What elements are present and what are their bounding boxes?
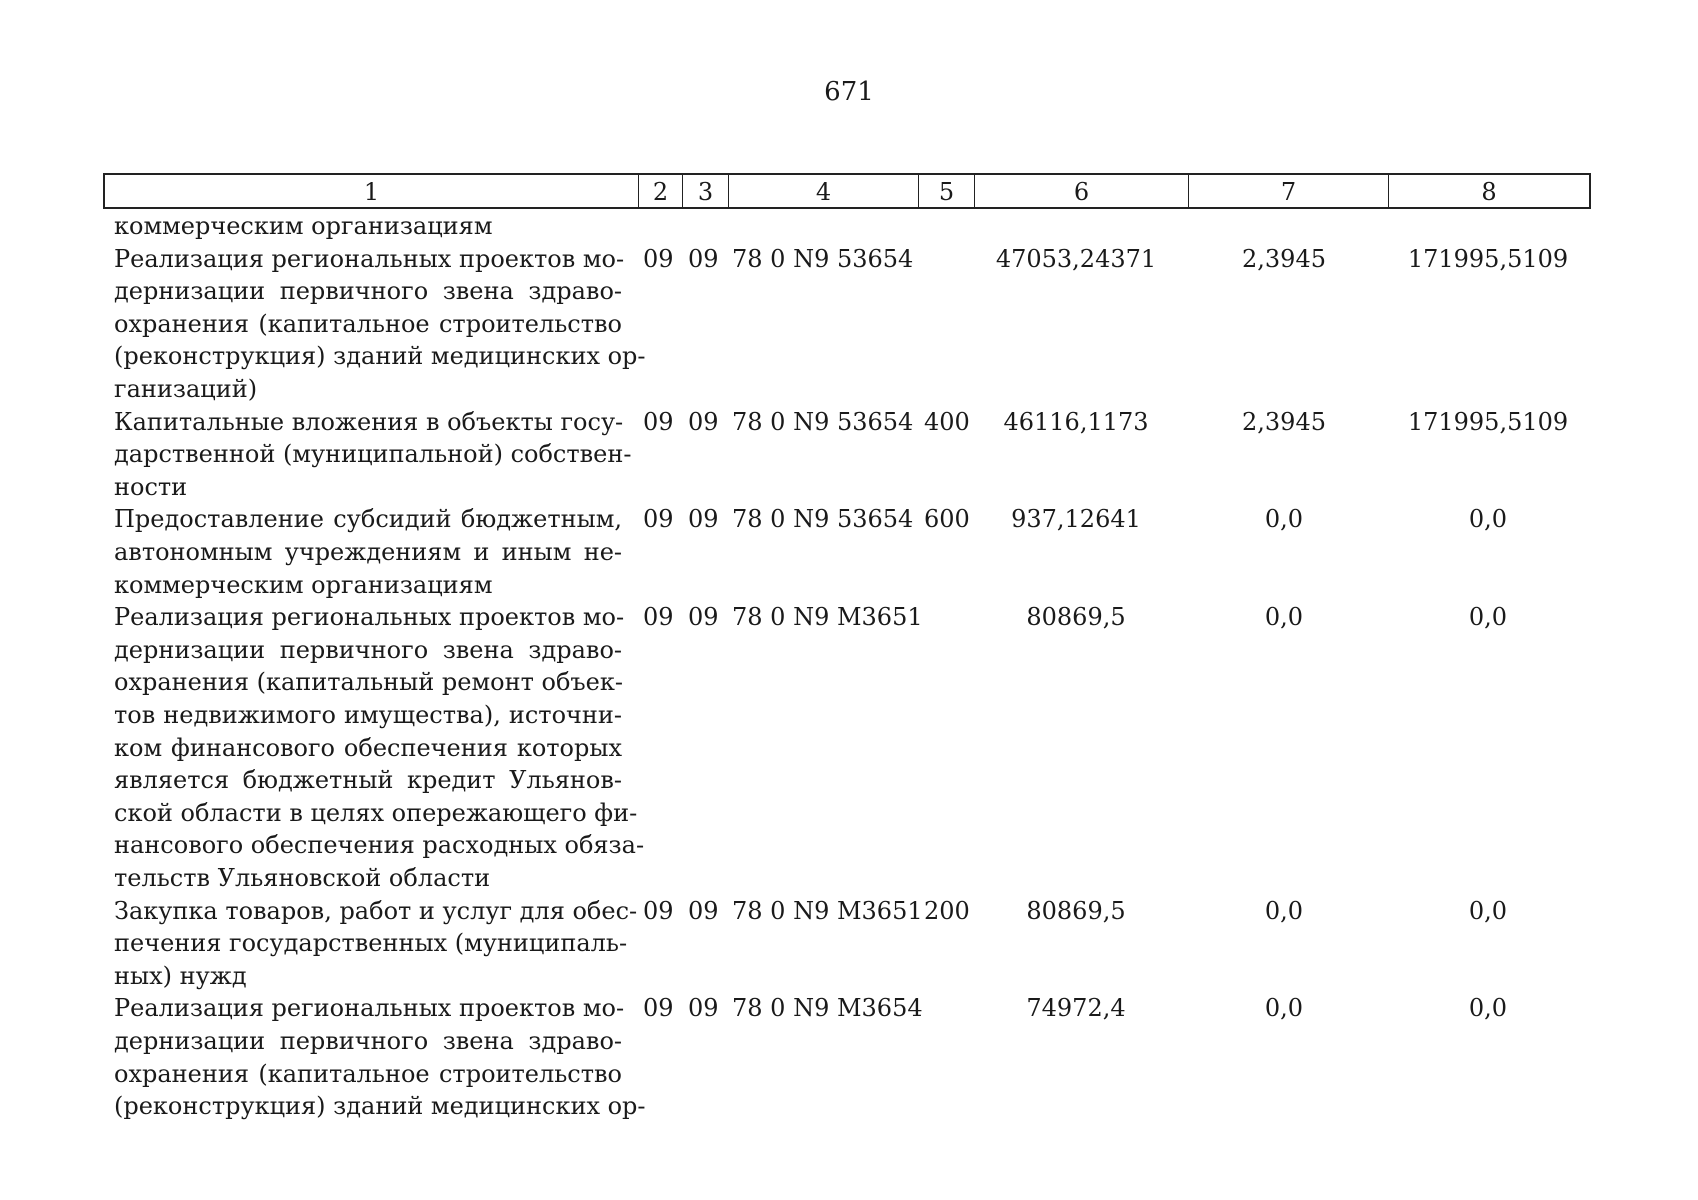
- cell-col-7: 0,0: [1264, 896, 1304, 925]
- table-row: [0, 243, 1698, 406]
- row-description: [114, 895, 638, 993]
- description-line: ности: [114, 472, 188, 501]
- cell-col-6: 80869,5: [1026, 896, 1126, 925]
- cell-col-8: 0,0: [1468, 896, 1508, 925]
- row-description: [114, 992, 646, 1122]
- cell-col-3: 09: [688, 994, 719, 1023]
- table-body: [0, 210, 1698, 1123]
- description-line: коммерческим организациям: [114, 570, 493, 599]
- cell-col-7: 0,0: [1264, 603, 1304, 632]
- table-row: [0, 503, 1698, 601]
- description-line: тельств Ульяновской области: [114, 863, 491, 892]
- table-row: [0, 992, 1698, 1122]
- cell-col-4: 78 0 N9 53654: [732, 407, 914, 436]
- cell-col-6: 74972,4: [1026, 994, 1126, 1023]
- table-row-continuation: [0, 210, 1698, 243]
- cell-col-4: 78 0 N9 53654: [732, 505, 914, 534]
- header-col-5: 5: [919, 175, 975, 207]
- description-line: дернизации первичного звена здраво-: [114, 1026, 622, 1055]
- description-line: ской области в целях опережающего фи-: [114, 798, 638, 827]
- description-line: дернизации первичного звена здраво-: [114, 635, 622, 664]
- cell-col-3: 09: [688, 244, 719, 273]
- description-line: автономным учреждениям и иным не-: [114, 537, 622, 566]
- cell-col-8: 171995,5109: [1407, 407, 1569, 436]
- cell-col-3: 09: [688, 505, 719, 534]
- cell-col-3: 09: [688, 896, 719, 925]
- header-col-1: 1: [105, 175, 639, 207]
- cell-col-5: 400: [924, 407, 970, 436]
- description-line: Реализация региональных проектов мо-: [114, 244, 625, 273]
- description-line: (реконструкция) зданий медицинских ор-: [114, 1092, 646, 1121]
- cell-col-5: 600: [924, 505, 970, 534]
- cell-col-7: 2,3945: [1242, 407, 1326, 436]
- table-header: [103, 173, 1591, 209]
- description-line: ных) нужд: [114, 961, 247, 990]
- description-line: охранения (капитальный ремонт объек-: [114, 668, 623, 697]
- table-row: [0, 601, 1698, 894]
- header-col-8: 8: [1481, 178, 1497, 206]
- description-line: печения государственных (муниципаль-: [114, 929, 628, 958]
- cell-col-4: 78 0 N9 M3654: [732, 994, 923, 1023]
- cell-col-7: 2,3945: [1242, 244, 1326, 273]
- page-number: 671: [824, 77, 874, 107]
- cell-col-4: 78 0 N9 M3651: [732, 896, 923, 925]
- cell-col-5: 200: [924, 896, 970, 925]
- header-col-2: 2: [639, 175, 683, 207]
- cell-col-7: 0,0: [1264, 994, 1304, 1023]
- description-line: Закупка товаров, работ и услуг для обес-: [114, 896, 638, 925]
- row-description: [114, 243, 646, 406]
- cell-col-6: 47053,24371: [995, 244, 1157, 273]
- description-line: дарственной (муниципальной) собствен-: [114, 440, 632, 469]
- cell-col-3: 09: [688, 603, 719, 632]
- description-line: является бюджетный кредит Ульянов-: [114, 766, 622, 795]
- cell-col-7: 0,0: [1264, 505, 1304, 534]
- cell-col-2: 09: [643, 896, 674, 925]
- header-col-7: 7: [1189, 175, 1389, 207]
- row-description: [114, 406, 632, 504]
- table-row: [0, 406, 1698, 504]
- row-description: [114, 601, 645, 894]
- description-line: Предоставление субсидий бюджетным,: [114, 505, 622, 534]
- table-row: [0, 895, 1698, 993]
- description-line: тов недвижимого имущества), источни-: [114, 700, 622, 729]
- cell-col-6: 937,12641: [1011, 505, 1141, 534]
- cell-col-6: 80869,5: [1026, 603, 1126, 632]
- description-line: нансового обеспечения расходных обяза-: [114, 831, 645, 860]
- cell-col-2: 09: [643, 994, 674, 1023]
- cell-col-2: 09: [643, 407, 674, 436]
- cell-col-2: 09: [643, 244, 674, 273]
- row-description: [114, 210, 622, 243]
- description-line: (реконструкция) зданий медицинских ор-: [114, 342, 646, 371]
- header-col-3: 3: [683, 175, 729, 207]
- header-col-4: 4: [729, 175, 919, 207]
- description-line: коммерческим организациям: [114, 212, 493, 240]
- cell-col-2: 09: [643, 505, 674, 534]
- cell-col-4: 78 0 N9 53654: [732, 244, 914, 273]
- cell-col-3: 09: [688, 407, 719, 436]
- cell-col-6: 46116,1173: [1003, 407, 1149, 436]
- cell-col-8: 171995,5109: [1407, 244, 1569, 273]
- cell-col-8: 0,0: [1468, 505, 1508, 534]
- header-col-6: 6: [975, 175, 1189, 207]
- cell-col-4: 78 0 N9 M3651: [732, 603, 923, 632]
- cell-col-2: 09: [643, 603, 674, 632]
- cell-col-8: 0,0: [1468, 994, 1508, 1023]
- description-line: охранения (капитальное строительство: [114, 1059, 622, 1088]
- description-line: Реализация региональных проектов мо-: [114, 603, 625, 632]
- description-line: дернизации первичного звена здраво-: [114, 277, 622, 306]
- row-description: [114, 503, 622, 601]
- cell-col-8: 0,0: [1468, 603, 1508, 632]
- description-line: охранения (капитальное строительство: [114, 309, 622, 338]
- description-line: ком финансового обеспечения которых: [114, 733, 622, 762]
- description-line: ганизаций): [114, 374, 258, 403]
- description-line: Реализация региональных проектов мо-: [114, 994, 625, 1023]
- description-line: Капитальные вложения в объекты госу-: [114, 407, 624, 436]
